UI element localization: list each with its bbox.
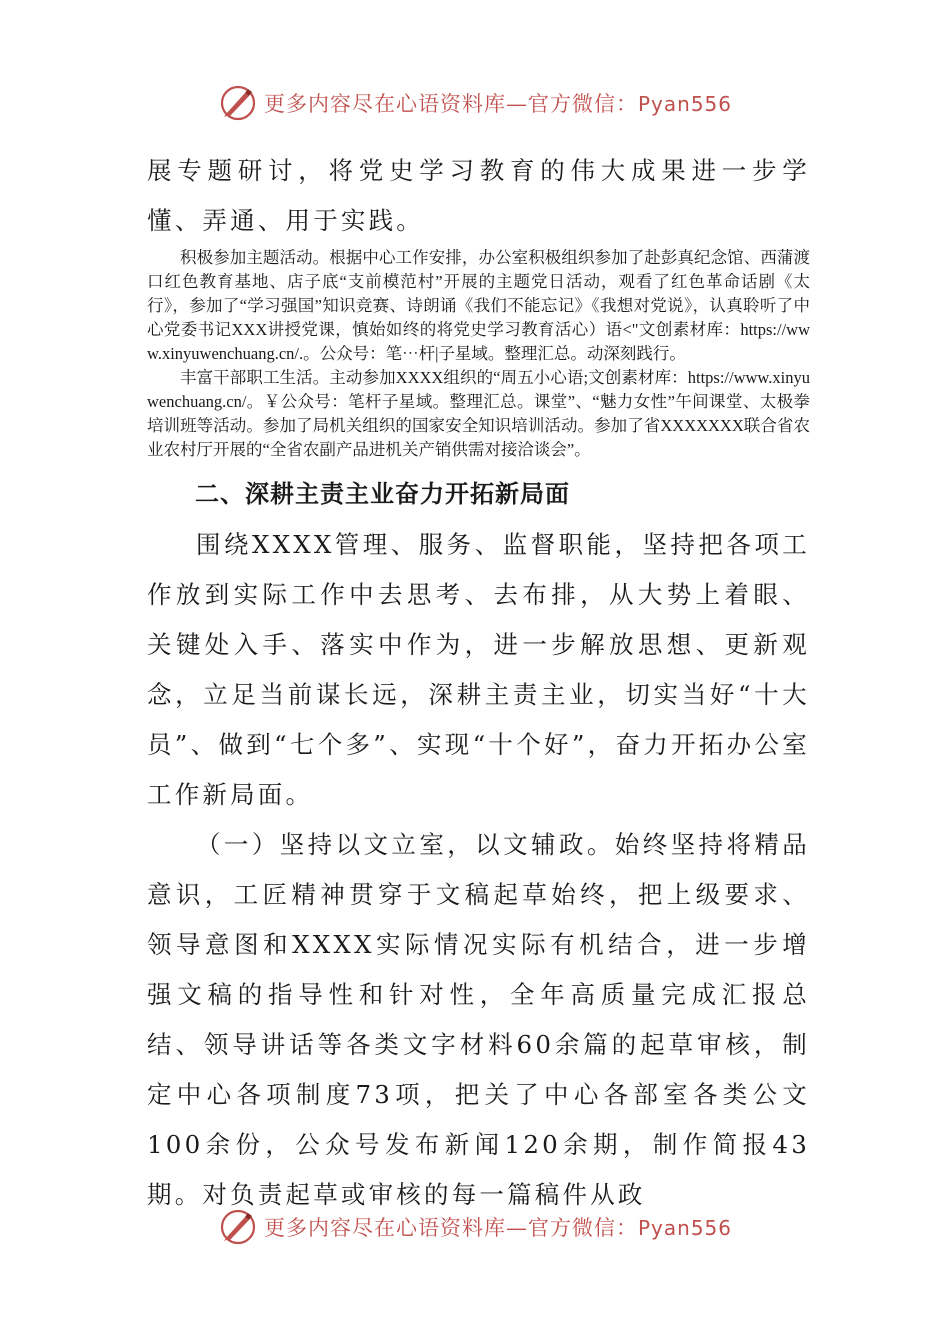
section-heading: 二、深耕主责主业奋力开拓新局面 xyxy=(195,480,570,508)
banner-text: 更多内容尽在心语资料库—官方微信：Pyan556 xyxy=(263,92,732,116)
footer-banner xyxy=(0,1202,950,1252)
pen-logo-icon xyxy=(218,1207,258,1247)
pen-logo-icon xyxy=(218,83,258,123)
header-banner xyxy=(0,78,950,128)
paragraph: 丰富干部职工生活。主动参加XXXX组织的“周五小心语;文创素材库：https://www.xinyuwenchuang.cn/。￥公众号：笔杆子星域。整理汇总。课堂”、“魅力女性”午间课堂、太极拳培训班等活动。参加了局机关组织的国家安全知识培训活动。参加了省XXXXXXX联合省农业农村厅开展的“全省农副产品进机关产销供需对接洽谈会”。 xyxy=(147,368,810,459)
paragraph: 展专题研讨，将党史学习教育的伟大成果进一步学懂、弄通、用于实践。 xyxy=(147,156,810,235)
wechat-id: Pyan556 xyxy=(637,1216,732,1240)
paragraph: （一）坚持以文立室，以文辅政。始终坚持将精品意识，工匠精神贯穿于文稿起草始终，把上级要求、领导意图和XXXX实际情况实际有机结合，进一步增强文稿的指导性和针对性，全年高质量完成汇报总结、领导讲话等各类文字材料60余篇的起草审核，制定中心各项制度73项，把关了中心各部室各类公文100余份，公众号发布新闻120余期，制作简报43期。对负责起草或审核的每一篇稿件从政 xyxy=(147,830,810,1209)
banner-text: 更多内容尽在心语资料库—官方微信：Pyan556 xyxy=(263,1216,732,1240)
document-body xyxy=(147,146,810,1220)
paragraph: 围绕XXXX管理、服务、监督职能，坚持把各项工作放到实际工作中去思考、去布排，从大势上着眼、关键处入手、落实中作为，进一步解放思想、更新观念，立足当前谋长远，深耕主责主业，切实当好“十大员”、做到“七个多”、实现“十个好”，奋力开拓办公室工作新局面。 xyxy=(147,530,810,809)
wechat-id: Pyan556 xyxy=(637,92,732,116)
paragraph: 积极参加主题活动。根据中心工作安排，办公室积极组织参加了赴彭真纪念馆、西蒲渡口红色教育基地、店子底“支前模范村”开展的主题党日活动，观看了红色革命话剧《太行》，参加了“学习强国”知识竞赛、诗朗诵《我们不能忘记》《我想对党说》，认真聆听了中心党委书记XXX讲授党课，慎始如终的将党史学习教育活心）语<"文创素材库：https://www.xinyuwenchuang.cn/.。公众号：笔⋯杆|子星域。整理汇总。动深刻践行。 xyxy=(147,248,810,363)
